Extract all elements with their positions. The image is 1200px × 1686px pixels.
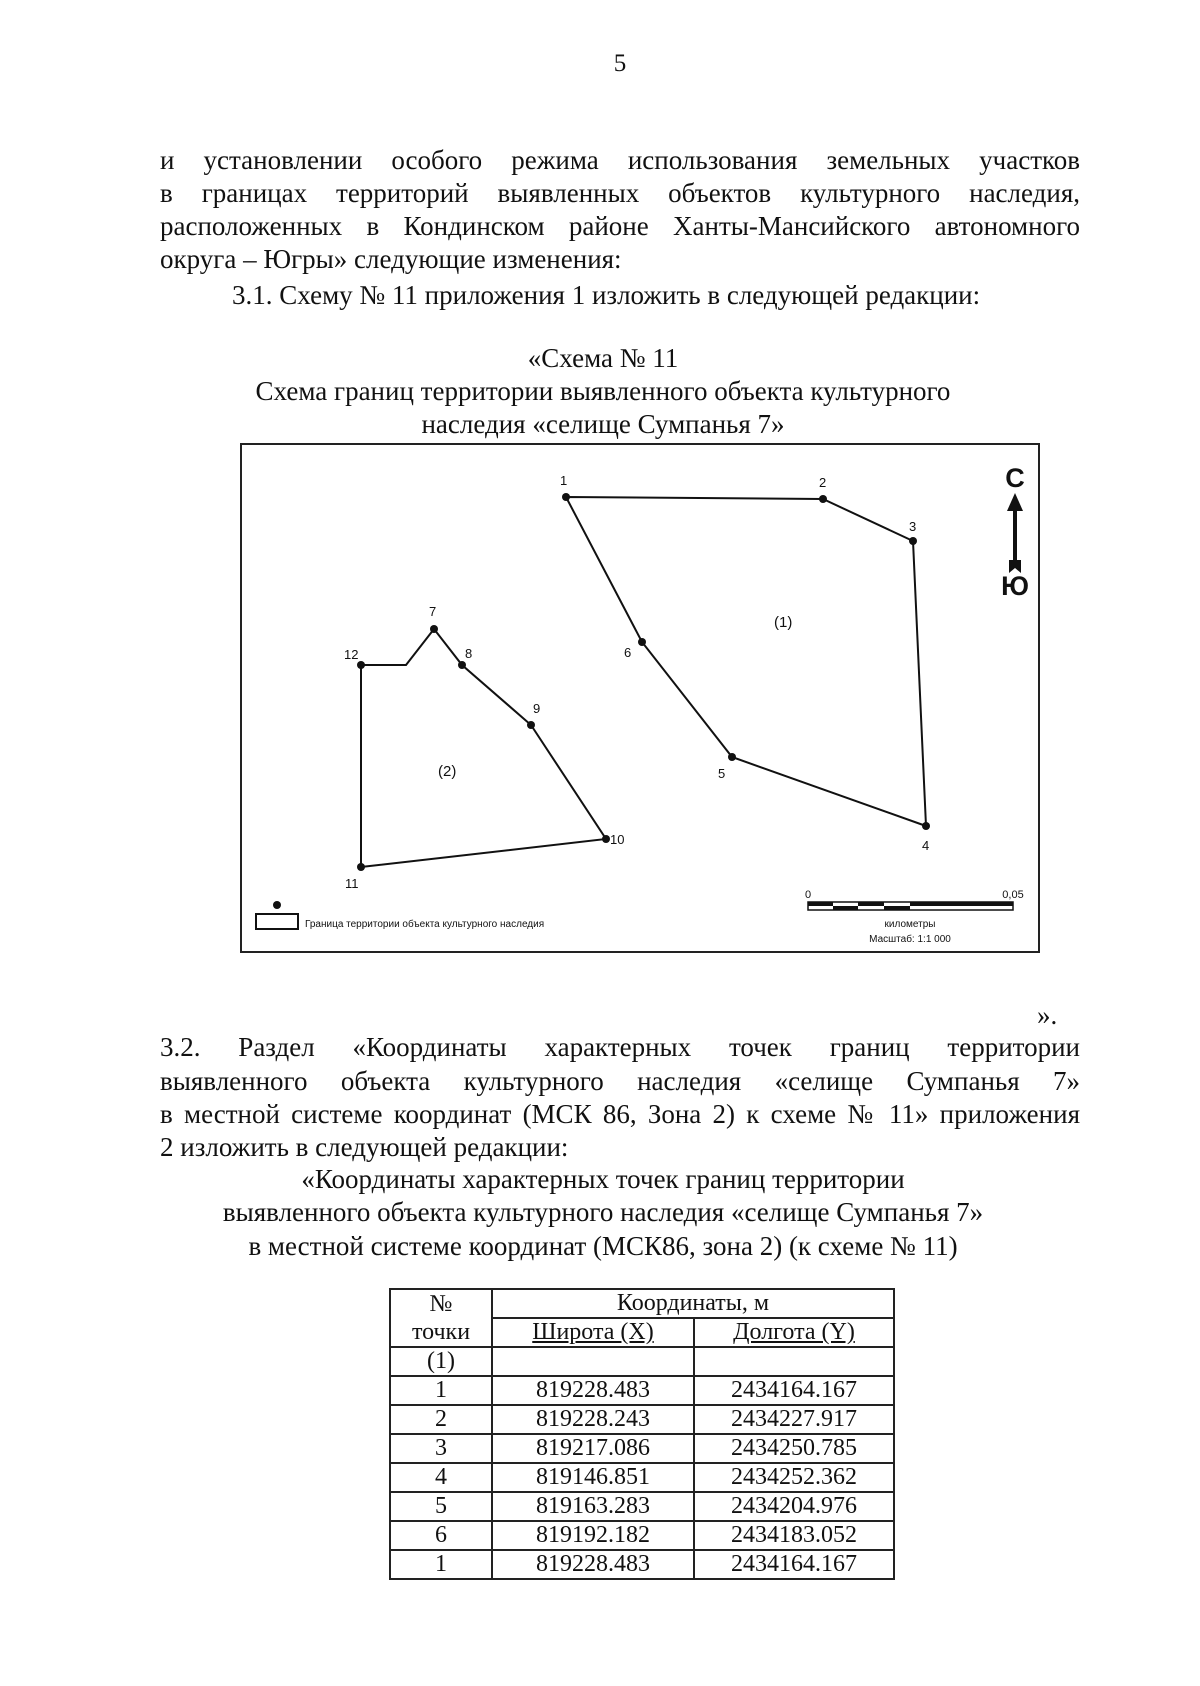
table-row: [390, 1434, 894, 1463]
table-row: [390, 1550, 894, 1579]
table-header-row-1: [390, 1289, 894, 1318]
scheme-map: [240, 443, 1040, 953]
scale-zero-label: 0: [804, 889, 812, 901]
group-label: (1): [390, 1347, 492, 1376]
row-x: 819217.086: [492, 1434, 694, 1463]
header-longitude-text: Долгота (Y): [733, 1319, 855, 1345]
intro-line-1: и установлении особого режима использования земельных участков: [160, 145, 1080, 175]
row-x: 819163.283: [492, 1492, 694, 1521]
intro-line-3: расположенных в Кондинском районе Ханты-Мансийского автономного: [160, 211, 1080, 241]
row-x: 819228.483: [492, 1376, 694, 1405]
coordinates-table: [389, 1288, 895, 1580]
row-x: 819146.851: [492, 1463, 694, 1492]
row-y: 2434250.785: [694, 1434, 894, 1463]
legend-boundary-icon: [256, 914, 298, 929]
coords-heading-1: «Координаты характерных точек границ территории: [301, 1164, 905, 1194]
vertex-markers: [357, 493, 930, 871]
row-x: 819228.483: [492, 1550, 694, 1579]
intro-line-2: в границах территорий выявленных объектов культурного наследия,: [160, 178, 1080, 208]
table-row: [390, 1463, 894, 1492]
row-y: 2434183.052: [694, 1521, 894, 1550]
table-row: [390, 1492, 894, 1521]
closing-quote: ».: [1037, 1000, 1058, 1030]
header-num-top: №: [429, 1291, 453, 1317]
legend: [256, 901, 544, 930]
item-3-2-line-2: выявленного объекта культурного наследия «селище Сумпанья 7»: [160, 1066, 1080, 1096]
intro-line-4: округа – Югры» следующие изменения:: [160, 244, 622, 274]
scale-unit-label: километры: [884, 919, 936, 930]
scheme-svg: [242, 445, 1038, 951]
row-x: 819192.182: [492, 1521, 694, 1550]
header-latitude: [492, 1318, 694, 1347]
vertex-label-10: 10: [610, 832, 625, 847]
vertex-2: [819, 495, 827, 503]
vertex-label-12: 12: [344, 647, 359, 662]
row-y: 2434164.167: [694, 1376, 894, 1405]
vertex-label-4: 4: [922, 838, 930, 853]
vertex-12: [357, 661, 365, 669]
coords-heading-2: выявленного объекта культурного наследия «селище Сумпанья 7»: [222, 1197, 984, 1227]
vertex-label-7: 7: [429, 604, 437, 619]
page-number: 5: [613, 50, 627, 77]
area-label-2: (2): [438, 763, 457, 780]
row-point: 1: [390, 1376, 492, 1405]
group-empty-x: [492, 1347, 694, 1376]
scheme-heading-2: Схема границ территории выявленного объекта культурного: [255, 376, 951, 406]
vertex-label-2: 2: [819, 475, 827, 490]
header-longitude: [694, 1318, 894, 1347]
scale-bar: [805, 889, 1024, 945]
item-3-2-line-3: в местной системе координат (МСК 86, Зона 2) к схеме № 11» приложения: [160, 1099, 1080, 1129]
row-point: 4: [390, 1463, 492, 1492]
row-point: 3: [390, 1434, 492, 1463]
row-y: 2434204.976: [694, 1492, 894, 1521]
vertex-1: [562, 493, 570, 501]
vertex-label-8: 8: [465, 646, 473, 661]
scale-max-label: 0,05: [1002, 889, 1024, 901]
table-row: [390, 1405, 894, 1434]
scheme-heading-3: наследия «селище Сумпанья 7»: [421, 409, 785, 439]
area-label-1: (1): [774, 614, 793, 631]
vertex-7: [430, 625, 438, 633]
vertex-label-1: 1: [560, 473, 568, 488]
scale-ratio-label: Масштаб: 1:1 000: [869, 934, 951, 945]
boundary-polygon-1: [566, 497, 926, 826]
legend-text: Граница территории объекта культурного наследия: [305, 919, 545, 930]
table-row: [390, 1376, 894, 1405]
boundary-polygon-2: [361, 629, 606, 867]
scheme-heading-1: «Схема № 11: [527, 343, 679, 373]
row-point: 1: [390, 1550, 492, 1579]
vertex-label-5: 5: [718, 766, 726, 781]
vertex-5: [728, 753, 736, 761]
table-group-row: [390, 1347, 894, 1376]
header-coordinates: Координаты, м: [492, 1289, 894, 1318]
table-row: [390, 1521, 894, 1550]
vertex-label-11: 11: [345, 876, 359, 891]
vertex-label-6: 6: [624, 645, 632, 660]
row-y: 2434252.362: [694, 1463, 894, 1492]
row-point: 6: [390, 1521, 492, 1550]
row-point: 2: [390, 1405, 492, 1434]
vertex-11: [357, 863, 365, 871]
vertex-3: [909, 537, 917, 545]
vertex-6: [638, 638, 646, 646]
row-x: 819228.243: [492, 1405, 694, 1434]
compass-south-label: Ю: [1001, 571, 1029, 601]
header-num-bottom: точки: [411, 1319, 471, 1345]
compass-north-label: С: [1005, 463, 1025, 493]
item-3-2-line-4: 2 изложить в следующей редакции:: [160, 1132, 569, 1162]
row-y: 2434227.917: [694, 1405, 894, 1434]
item-3-2-line-1: 3.2. Раздел «Координаты характерных точек границ территории: [160, 1032, 1080, 1062]
row-y: 2434164.167: [694, 1550, 894, 1579]
north-arrow-icon: [1001, 463, 1029, 601]
vertex-9: [527, 721, 535, 729]
row-point: 5: [390, 1492, 492, 1521]
group-empty-y: [694, 1347, 894, 1376]
item-3-1: 3.1. Схему № 11 приложения 1 изложить в следующей редакции:: [232, 280, 981, 310]
vertex-4: [922, 822, 930, 830]
vertex-10: [602, 835, 610, 843]
vertex-label-3: 3: [909, 519, 917, 534]
header-latitude-text: Широта (X): [532, 1319, 654, 1345]
coords-heading-3: в местной системе координат (МСК86, зона 2) (к схеме № 11): [248, 1231, 958, 1261]
vertex-8: [458, 661, 466, 669]
header-point-number: [390, 1289, 492, 1347]
vertex-label-9: 9: [533, 701, 541, 716]
